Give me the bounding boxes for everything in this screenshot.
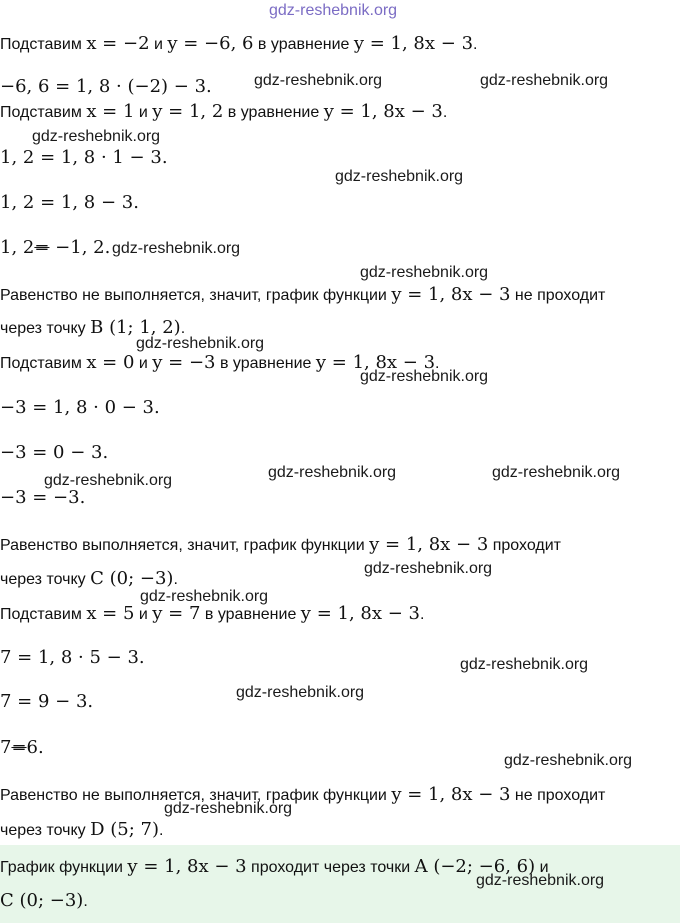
watermark: gdz-reshebnik.org xyxy=(360,368,489,385)
watermark: gdz-reshebnik.org xyxy=(504,752,633,769)
substitute-line-1 xyxy=(0,34,477,55)
math: x = −2 xyxy=(86,33,150,54)
text: . xyxy=(173,571,178,588)
math: y = 1, 8x − 3 xyxy=(369,534,489,555)
math: D (5; 7) xyxy=(90,819,160,840)
text: Равенство не выполняется, значит, график функции xyxy=(0,787,392,804)
text: проходит xyxy=(488,537,561,554)
watermark: gdz-reshebnik.org xyxy=(44,472,173,489)
text: График функции xyxy=(0,859,128,876)
text: в уравнение xyxy=(200,606,301,623)
math: y = 1, 2 xyxy=(152,101,224,122)
math: x = 0 xyxy=(86,352,135,373)
substitute-line-2 xyxy=(0,102,447,123)
text: . xyxy=(442,104,448,121)
watermark: gdz-reshebnik.org xyxy=(476,872,605,889)
math: C (0; −3) xyxy=(0,890,84,911)
math: x = 5 xyxy=(86,603,135,624)
math: y = 1, 8x − 3 xyxy=(127,856,247,877)
text: через точку xyxy=(0,571,91,588)
text: и xyxy=(535,859,549,876)
text: не проходит xyxy=(510,287,606,304)
calc-line-6: −3 = 0 − 3. xyxy=(0,442,109,463)
conclusion-line-1 xyxy=(0,285,605,306)
text: . xyxy=(419,606,425,623)
text: в уравнение xyxy=(215,355,316,372)
final-line-1 xyxy=(0,857,549,878)
text: и xyxy=(134,355,153,372)
watermark: gdz-reshebnik.org xyxy=(460,656,589,673)
text: . xyxy=(473,36,478,53)
text: и xyxy=(149,36,168,53)
text: в уравнение xyxy=(223,104,324,121)
math: 6. xyxy=(26,737,44,758)
watermark: gdz-reshebnik.org xyxy=(480,72,609,89)
watermark: gdz-reshebnik.org xyxy=(492,464,621,481)
watermark: gdz-reshebnik.org xyxy=(335,168,464,185)
watermark: gdz-reshebnik.org xyxy=(32,128,161,145)
math: y = 1, 8x − 3 xyxy=(391,784,511,805)
text: Подставим xyxy=(0,104,87,121)
math: y = 7 xyxy=(152,603,201,624)
text: не проходит xyxy=(510,787,606,804)
text: через точку xyxy=(0,822,91,839)
not-equal-sign: = xyxy=(11,737,27,758)
text: в уравнение xyxy=(253,36,354,53)
watermark: gdz-reshebnik.org xyxy=(254,72,383,89)
conclusion-line-5 xyxy=(0,785,605,806)
text: . xyxy=(180,320,186,337)
text: Подставим xyxy=(0,355,87,372)
watermark-top: gdz-reshebnik.org xyxy=(269,2,398,19)
watermark: gdz-reshebnik.org xyxy=(140,588,269,605)
math: x = 1 xyxy=(86,101,135,122)
watermark: gdz-reshebnik.org xyxy=(164,800,293,817)
math: B (1; 1, 2) xyxy=(90,317,181,338)
math: A (−2; −6, 6) xyxy=(414,856,536,877)
calc-line-3: 1, 2 = 1, 8 − 3. xyxy=(0,192,139,213)
text: . xyxy=(159,822,164,839)
text: Равенство выполняется, значит, график функции xyxy=(0,537,370,554)
math: 7 xyxy=(0,737,12,758)
conclusion-line-4 xyxy=(0,569,178,590)
text: через точку xyxy=(0,320,91,337)
not-equal-sign: = xyxy=(34,237,50,258)
conclusion-line-3 xyxy=(0,535,561,556)
calc-line-8: 7 = 1, 8 · 5 − 3. xyxy=(0,647,145,668)
watermark: gdz-reshebnik.org xyxy=(364,560,493,577)
math: y = −3 xyxy=(152,352,216,373)
text: проходит через точки xyxy=(246,859,415,876)
math: −1, 2. xyxy=(49,237,111,258)
text: Равенство не выполняется, значит, график функции xyxy=(0,287,392,304)
calc-line-5: −3 = 1, 8 · 0 − 3. xyxy=(0,397,160,418)
math: 1, 2 xyxy=(0,237,35,258)
watermark: gdz-reshebnik.org xyxy=(136,335,265,352)
watermark: gdz-reshebnik.org xyxy=(236,684,365,701)
calc-line-2: 1, 2 = 1, 8 · 1 − 3. xyxy=(0,147,168,168)
watermark: gdz-reshebnik.org xyxy=(112,240,241,257)
math: y = 1, 8x − 3 xyxy=(353,33,474,54)
watermark: gdz-reshebnik.org xyxy=(360,264,489,281)
math: y = 1, 8x − 3 xyxy=(323,101,443,122)
math: y = 1, 8x − 3 xyxy=(391,284,511,305)
calc-line-10 xyxy=(0,738,44,758)
text: . xyxy=(435,355,440,372)
text: . xyxy=(83,893,88,910)
math: y = −6, 6 xyxy=(167,33,254,54)
calc-line-4 xyxy=(0,238,110,258)
conclusion-line-6 xyxy=(0,820,163,841)
calc-line-1: −6, 6 = 1, 8 · (−2) − 3. xyxy=(0,76,212,97)
math: C (0; −3) xyxy=(90,568,174,589)
substitute-line-4 xyxy=(0,604,424,625)
calc-line-9: 7 = 9 − 3. xyxy=(0,691,94,712)
text: Подставим xyxy=(0,606,87,623)
text: Подставим xyxy=(0,36,87,53)
math: y = 1, 8x − 3 xyxy=(315,352,436,373)
text: и xyxy=(134,104,153,121)
math: y = 1, 8x − 3 xyxy=(300,603,420,624)
calc-line-7: −3 = −3. xyxy=(0,487,86,508)
watermark: gdz-reshebnik.org xyxy=(268,464,397,481)
final-line-2 xyxy=(0,891,88,912)
text: и xyxy=(134,606,153,623)
